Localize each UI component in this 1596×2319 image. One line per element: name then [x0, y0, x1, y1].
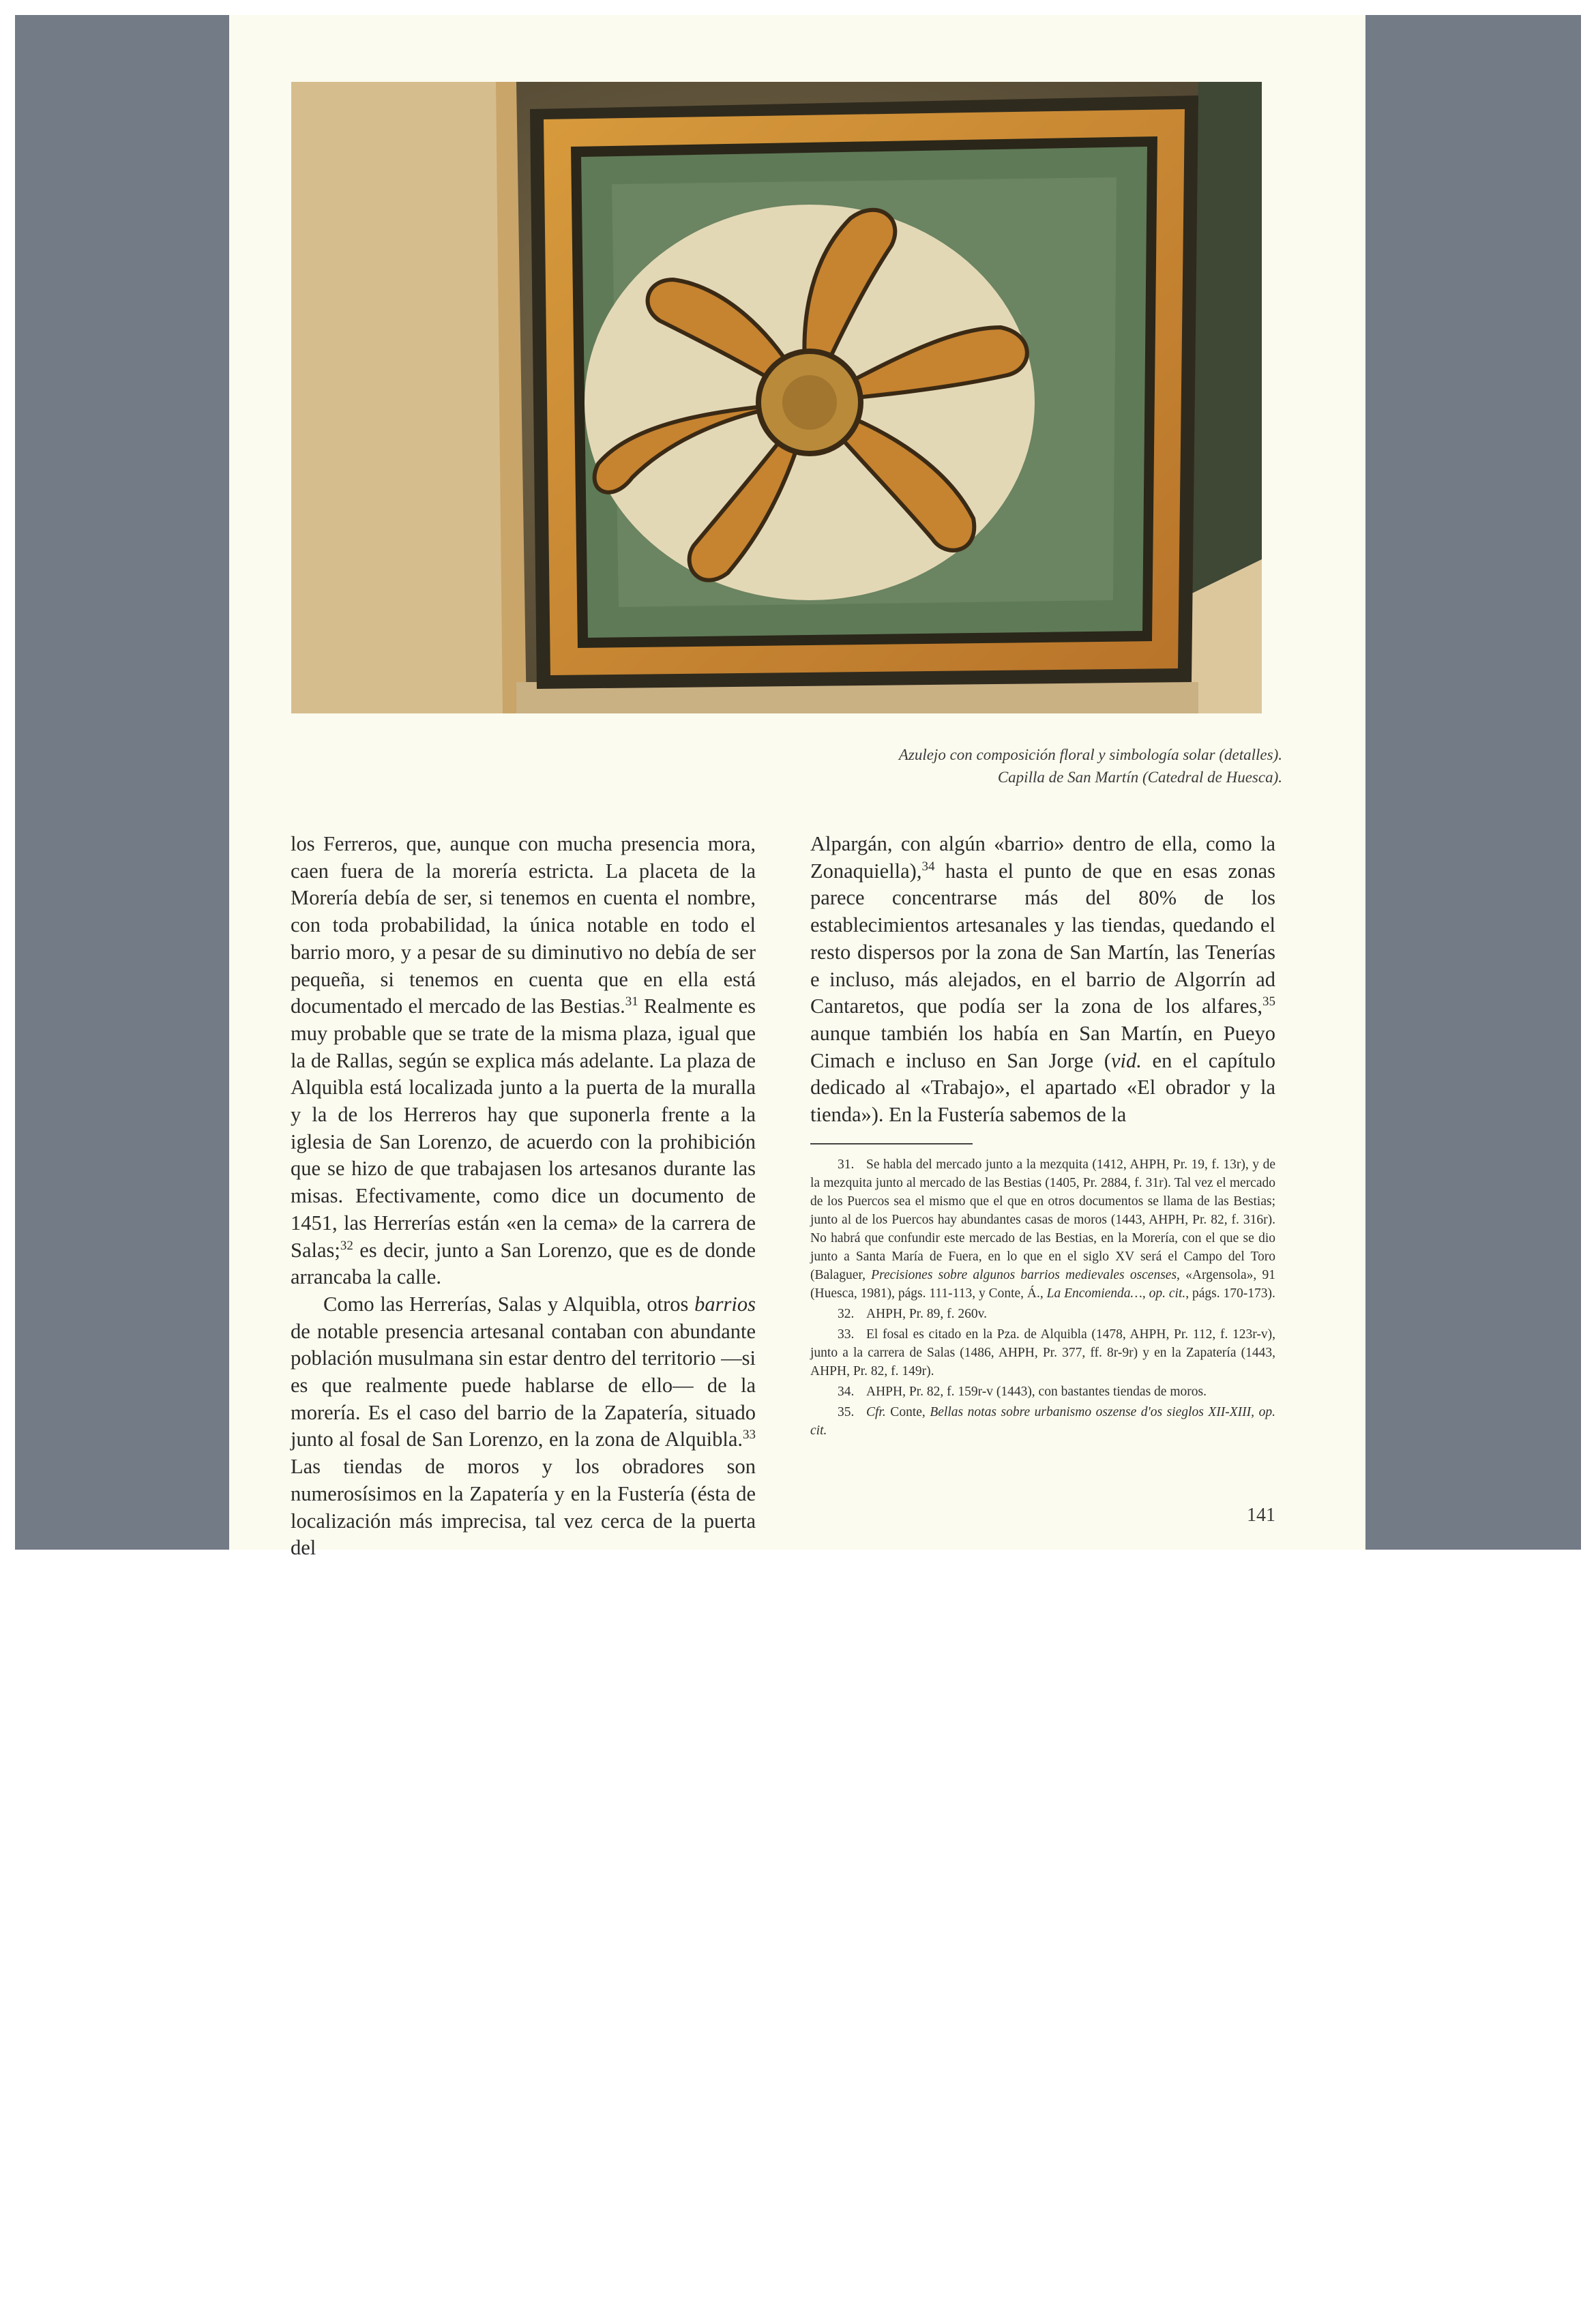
floral-tile-image [291, 82, 1262, 713]
footnote-ref: 31 [625, 994, 638, 1009]
text-run: en el capítulo dedicado al «Trabajo», el apartado «El obrador y la tienda»). En la Fustería sabemos de la [810, 1048, 1276, 1127]
text-run: Alpargán, con algún «barrio» dentro de ella, como la Zonaquiella), [810, 832, 1275, 883]
text-run: los Ferreros, que, aunque con mucha presencia mora, caen fuera de la morería estricta. La placeta de la Morería debía de ser, si tenemos en cuenta el nombre, con toda probabilidad, la única notable en todo el barrio moro, y a pesar de su diminutivo no debía de ser pequeña, si tenemos en cuenta que en ella está documentado el mercado de las Bestias. [291, 832, 756, 1018]
footnote-text: Se habla del mercado junto a la mezquita (1412, AHPH, Pr. 19, f. 13r), y de la mezquita junto al mercado de las Bestias (1405, Pr. 2884, f. 31r). Tal vez el mercado de los Puercos sea el mismo que el que en otros documentos se llama de las Bestias; junto al de los Puercos hay abundantes casas de moros (1443, AHPH, Pr. 82, f. 316r). No habrá que confundir este mercado de las Bestias, en la Morería, con el que se dio junto a Santa María de Fuera, en lo que en el siglo XV será el Campo del Toro (Balaguer, [810, 1157, 1275, 1282]
footnote-separator [810, 1143, 973, 1144]
footnote-ref: 33 [743, 1428, 756, 1443]
left-text-column [291, 831, 756, 1562]
footnote-text: AHPH, Pr. 82, f. 159r-v (1443), con bastantes tiendas de moros. [866, 1385, 1207, 1399]
footnote-italic: Bellas notas sobre urbanismo oszense d'os sieglos XII-XIII, op. cit. [810, 1405, 1275, 1438]
footnote [810, 1325, 1275, 1380]
footnote [810, 1155, 1275, 1303]
footnote-number: 35. [838, 1405, 855, 1419]
caption-line-1: Azulejo con composición floral y simbología solar (detalles). [898, 746, 1282, 763]
paragraph [291, 831, 756, 1291]
caption-line-2: Capilla de San Martín (Catedral de Huesca). [997, 769, 1282, 786]
text-run: Realmente es muy probable que se trate de la misma plaza, igual que la de Rallas, según se explica más adelante. La plaza de Alquibla está localizada junto a la puerta de la muralla y la de los Herreros hay que suponerla frente a la iglesia de San Lorenzo, de acuerdo con la prohibición que se hizo de que trabajasen los artesanos durante las misas. Efectivamente, como dice un documento de 1451, las Herrerías están «en la cema» de la carrera de Salas; [291, 994, 756, 1262]
footnote-italic: Precisiones sobre algunos barrios medievales oscenses, [871, 1268, 1180, 1282]
footnote-text: AHPH, Pr. 89, f. 260v. [866, 1307, 987, 1321]
paragraph [810, 831, 1275, 1129]
footnote [810, 1403, 1275, 1440]
right-text-column [810, 831, 1275, 1129]
text-run: Como las Herrerías, Salas y Alquibla, otros [323, 1292, 695, 1316]
emphasis: vid. [1110, 1048, 1142, 1072]
footnote [810, 1383, 1275, 1401]
text-run: aunque también los había en San Martín, en Pueyo Cimach e incluso en San Jorge ( [810, 1021, 1275, 1072]
footnote-ref: 34 [921, 859, 935, 874]
footnote-ref: 35 [1262, 994, 1275, 1009]
footnote-text: , págs. 170-173). [1185, 1286, 1275, 1301]
tile-photograph [291, 82, 1262, 713]
text-run: hasta el punto de que en esas zonas parece concentrarse más del 80% de los establecimientos artesanales y las tiendas, quedando el resto dispersos por la zona de San Martín, las Tenerías e incluso, más alejados, en el barrio de Algorrín ad Cantaretos, que podía ser la zona de los alfares, [810, 859, 1275, 1018]
emphasis: barrios [694, 1292, 756, 1316]
footnote-italic: Cfr. [866, 1405, 886, 1419]
footnote-text: El fosal es citado en la Pza. de Alquibla (1478, AHPH, Pr. 112, f. 123r-v), junto a la carrera de Salas (1486, AHPH, Pr. 377, ff. 8r-9r) y en la Zapatería (1443, AHPH, Pr. 82, f. 149r). [810, 1327, 1275, 1378]
footnote-number: 34. [838, 1385, 855, 1399]
footnotes [810, 1155, 1275, 1442]
figure-caption [750, 743, 1282, 788]
text-run: de notable presencia artesanal contaban con abundante población musulmana sin estar dentro del territorio —si es que realmente puede hablarse de ello— de la morería. Es el caso del barrio de la Zapatería, situado junto al fosal de San Lorenzo, en la zona de Alquibla. [291, 1319, 756, 1451]
footnote-text: «Argensola», 91 (Huesca, 1981), págs. 111-113, y Conte, Á., [810, 1268, 1275, 1301]
footnote-number: 33. [838, 1327, 855, 1342]
text-run: Las tiendas de moros y los obradores son numerosísimos en la Zapatería y en la Fustería (ésta de localización más imprecisa, tal vez cerca de la puerta del [291, 1455, 756, 1560]
footnote-number: 31. [838, 1157, 855, 1172]
text-run: es decir, junto a San Lorenzo, que es de donde arrancaba la calle. [291, 1238, 756, 1289]
page-number: 141 [1247, 1505, 1275, 1526]
footnote-text: Conte, [885, 1405, 930, 1419]
footnote-italic: La Encomienda…, op. cit. [1046, 1286, 1186, 1301]
footnote [810, 1305, 1275, 1323]
footnote-number: 32. [838, 1307, 855, 1321]
paragraph [291, 1291, 756, 1562]
footnote-ref: 32 [340, 1238, 353, 1253]
